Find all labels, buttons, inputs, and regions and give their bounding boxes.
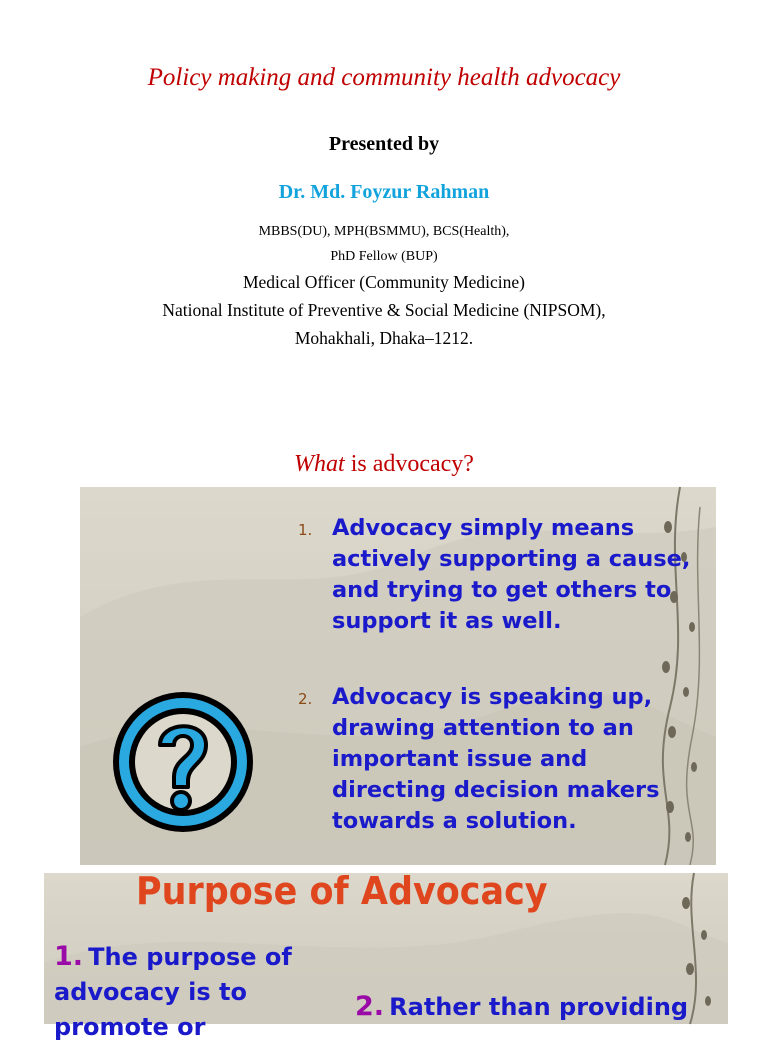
author-institute: National Institute of Preventive & Social Medicine (NIPSOM), [162,300,606,320]
degrees-line-1: MBBS(DU), MPH(BSMMU), BCS(Health), [258,224,510,239]
author-degrees [0,219,768,269]
section-heading [0,451,768,478]
slide1-item-number: 1. [298,521,313,539]
slide2-item-1 [54,941,324,1046]
slide1-item-number: 2. [298,690,313,708]
document-title: Policy making and community health advocacy [147,64,621,91]
section-heading-rest: is advocacy? [344,451,474,477]
section-heading-emphasis: What [294,451,345,477]
author-address: Mohakhali, Dhaka–1212. [294,328,474,348]
slide2-title: Purpose of Advocacy [136,869,548,913]
author-affiliation [0,268,768,352]
presented-by-label: Presented by [328,133,440,155]
author-name: Dr. Md. Foyzur Rahman [278,181,490,203]
slide2-item-2 [355,991,735,1022]
degrees-line-2: PhD Fellow (BUP) [330,249,438,264]
slide2-item-1-number: 1. [54,941,84,972]
slide1-item-text: Advocacy is speaking up, drawing attention to an important issue and directing decision makers towards a solution. [332,684,660,834]
slide2-item-1-text: The purpose of advocacy is to promote or [54,943,292,1041]
slide-what-is-advocacy [80,487,716,865]
slide-purpose-of-advocacy [44,869,728,1041]
question-mark-icon [108,687,258,837]
slide1-item-text: Advocacy simply means actively supporting a cause, and trying to get others to support it as well. [332,515,691,634]
slide2-item-2-text: Rather than providing [389,993,689,1021]
slide2-item-2-number: 2. [355,991,385,1022]
author-position: Medical Officer (Community Medicine) [242,272,526,292]
